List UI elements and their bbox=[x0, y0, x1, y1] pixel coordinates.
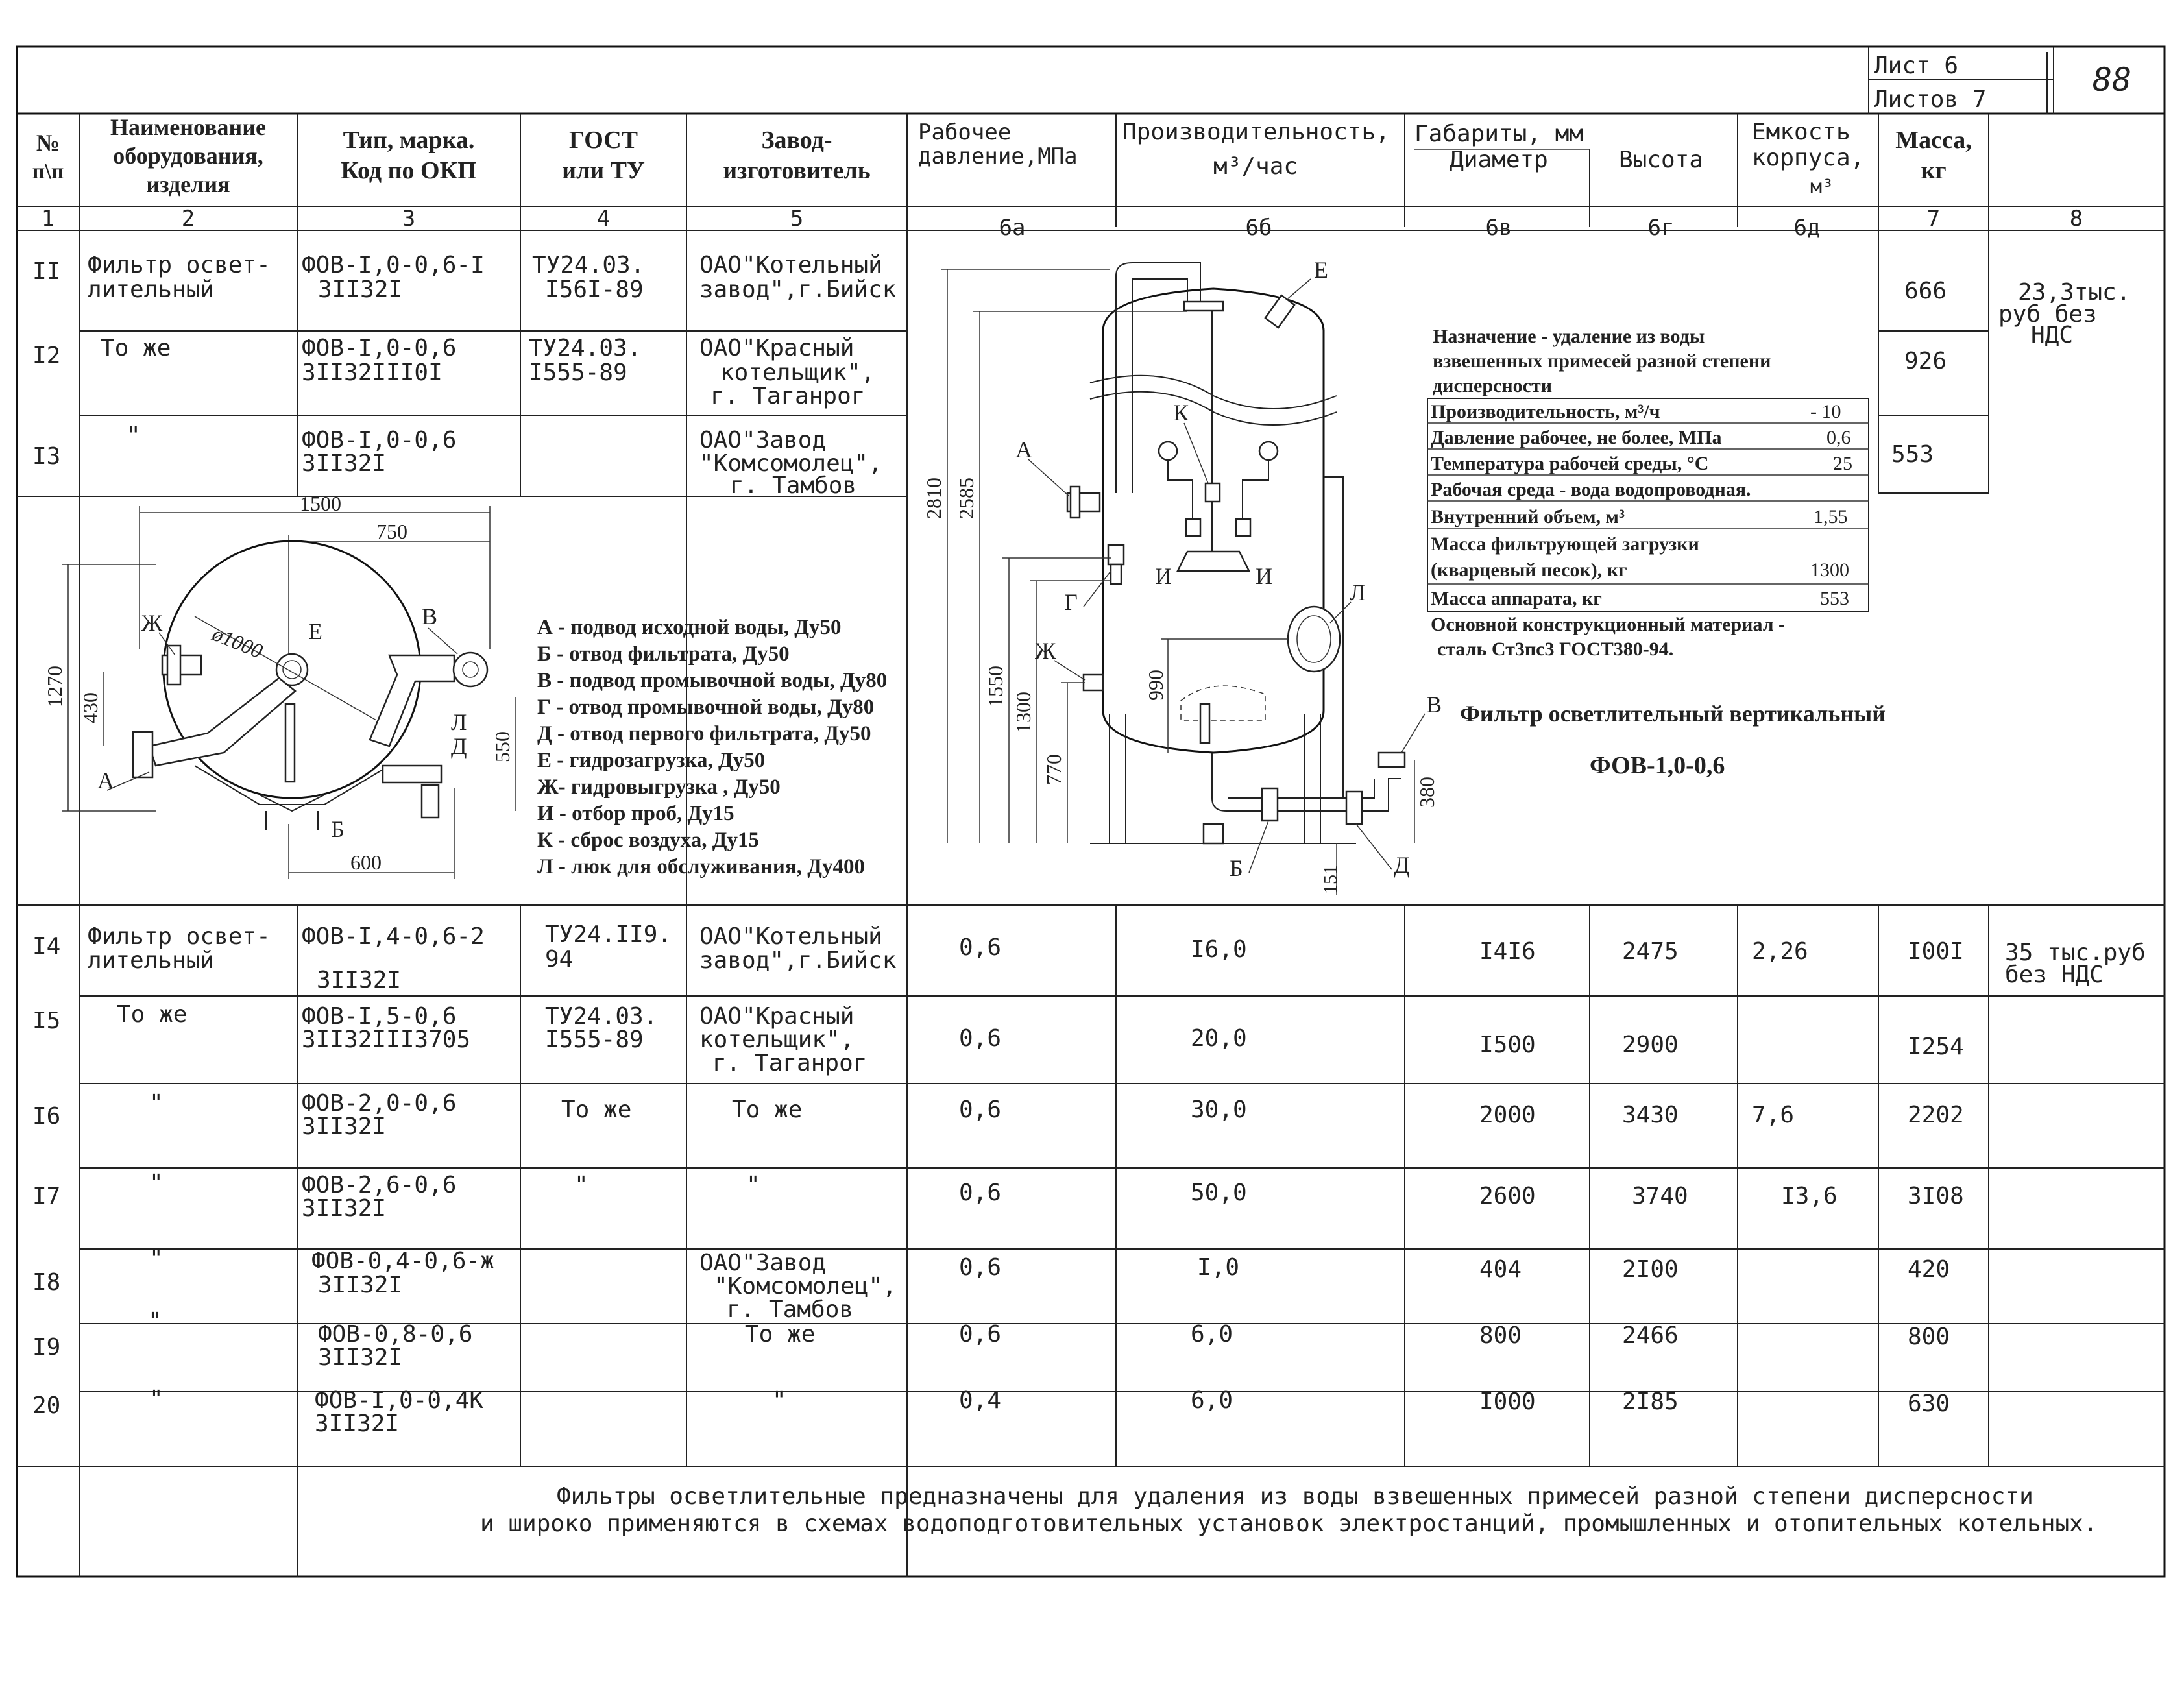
row-name: " bbox=[149, 1090, 164, 1117]
drawing-title: Фильтр осветлительный вертикальный bbox=[1460, 701, 1886, 727]
row-capacity: I,0 bbox=[1197, 1254, 1240, 1281]
header-pressure-2: давление,МПа bbox=[918, 143, 1078, 169]
spec-item-value: 25 bbox=[1833, 453, 1852, 474]
row-gost: ТУ24.03. bbox=[545, 1003, 658, 1030]
colnum: 3 bbox=[402, 206, 416, 232]
header-mass-2: кг bbox=[1921, 157, 1947, 184]
row-maker: ОАО"Завод bbox=[699, 427, 827, 454]
row-diameter: 404 bbox=[1479, 1256, 1522, 1283]
row-type: ФОВ-I,5-0,6 bbox=[302, 1003, 457, 1030]
row-maker: "Комсомолец", bbox=[699, 450, 882, 477]
elev-letter-l: Л bbox=[1350, 579, 1366, 605]
legend-item: И - отбор проб, Ду15 bbox=[537, 802, 734, 825]
row-no: 20 bbox=[32, 1392, 61, 1419]
footer-note-line-2: и широко применяются в схемах водоподготовительных установок электростанций, промышленных и отопительных котельных. bbox=[480, 1510, 2098, 1537]
row-diameter: 800 bbox=[1479, 1322, 1522, 1349]
colnum: 7 bbox=[1926, 206, 1941, 232]
plan-letter-v: В bbox=[422, 603, 438, 629]
row-type: ФОВ-0,4-0,6-ж bbox=[311, 1248, 494, 1274]
header-gost-2: или ТУ bbox=[562, 157, 645, 184]
row-maker: ОАО"Красный bbox=[699, 1003, 855, 1030]
row-volume: I3,6 bbox=[1781, 1183, 1838, 1209]
spec-purpose-3: дисперсности bbox=[1433, 375, 1552, 396]
sheet-label: Лист 6 bbox=[1874, 53, 1959, 79]
spec-item-value: - 10 bbox=[1810, 401, 1841, 422]
row-mass: 800 bbox=[1908, 1324, 1950, 1350]
spec-item-label: Производительность, м³/ч bbox=[1431, 401, 1660, 422]
row-pressure: 0,4 bbox=[959, 1387, 1002, 1414]
row-type: ФОВ-I,0-0,6-I bbox=[302, 252, 485, 278]
row-name: " bbox=[149, 1170, 164, 1196]
row-no: I5 bbox=[32, 1008, 61, 1034]
row-type: 3II32I bbox=[317, 967, 402, 993]
row-gost: ТУ24.II9. bbox=[545, 921, 672, 948]
row-price: без НДС bbox=[2005, 962, 2104, 988]
row-type: 3II32I bbox=[315, 1411, 400, 1437]
dim-1300: 1300 bbox=[1012, 692, 1035, 733]
row-type: ФОВ-I,0-0,6 bbox=[302, 427, 457, 454]
row-maker: То же bbox=[745, 1321, 816, 1348]
row-mass: 666 bbox=[1904, 278, 1947, 304]
plan-view-drawing bbox=[43, 492, 516, 879]
row-maker: г. Тамбов bbox=[730, 472, 857, 499]
legend-item: В - подвод промывочной воды, Ду80 bbox=[537, 669, 888, 692]
row-name: " bbox=[149, 1246, 164, 1272]
row-height: 2466 bbox=[1622, 1322, 1679, 1349]
dim-550: 550 bbox=[491, 731, 514, 762]
elev-letter-zh: Ж bbox=[1035, 638, 1056, 664]
dim-1270: 1270 bbox=[43, 666, 66, 707]
spec-item-label: Масса фильтрующей загрузки bbox=[1431, 533, 1699, 555]
header-volume-1: Емкость bbox=[1752, 119, 1850, 145]
row-height: 2I00 bbox=[1622, 1256, 1679, 1283]
table-header bbox=[32, 114, 1972, 199]
dim-380: 380 bbox=[1415, 777, 1438, 808]
row-type: 3II32I bbox=[318, 1344, 403, 1371]
elev-letter-d: Д bbox=[1394, 852, 1410, 878]
row-no: I3 bbox=[32, 443, 61, 470]
row-diameter: I4I6 bbox=[1479, 938, 1536, 965]
row-mass: 3I08 bbox=[1908, 1183, 1964, 1209]
row-maker: "Комсомолец", bbox=[714, 1273, 897, 1300]
row-no: I9 bbox=[32, 1334, 61, 1361]
plan-letter-l: Л bbox=[451, 709, 467, 735]
row-gost: ТУ24.03. bbox=[529, 335, 642, 361]
elev-letter-i1: И bbox=[1155, 563, 1172, 589]
dim-600: 600 bbox=[350, 851, 382, 874]
row-gost: То же bbox=[561, 1097, 632, 1123]
row-gost: I555-89 bbox=[529, 359, 627, 386]
header-mass-1: Масса, bbox=[1895, 127, 1972, 154]
spec-item-label: Внутренний объем, м³ bbox=[1431, 506, 1625, 527]
row-type: 3II32I bbox=[318, 1272, 403, 1298]
row-price: НДС bbox=[2031, 322, 2074, 348]
header-capacity-1: Производительность, bbox=[1122, 119, 1390, 145]
spec-item-label: Давление рабочее, не более, МПа bbox=[1431, 427, 1722, 448]
row-maker: " bbox=[772, 1387, 786, 1414]
connection-legend bbox=[537, 616, 887, 879]
row-mass: I00I bbox=[1908, 938, 1964, 965]
row-type: 3II32I bbox=[302, 1113, 387, 1140]
header-gost-1: ГОСТ bbox=[568, 127, 638, 154]
row-height: 2475 bbox=[1622, 938, 1679, 965]
header-name-2: оборудования, bbox=[113, 143, 263, 169]
footer-note-line-1: Фильтры осветлительные предназначены для удаления из воды взвешенных примесей разной степени дисперсности bbox=[557, 1483, 2033, 1510]
row-maker: завод",г.Бийск bbox=[699, 947, 897, 974]
spec-purpose-2: взвешенных примесей разной степени bbox=[1433, 350, 1771, 372]
row-capacity: 6,0 bbox=[1191, 1387, 1233, 1414]
spec-item-label: Температура рабочей среды, °С bbox=[1431, 453, 1709, 474]
sheets-label: Листов 7 bbox=[1874, 86, 1987, 113]
row-name: " bbox=[149, 1386, 164, 1412]
colnum: 6б bbox=[1245, 215, 1272, 241]
row-type: ФОВ-I,4-0,6-2 bbox=[302, 923, 485, 950]
row-name: лительный bbox=[88, 276, 215, 303]
header-name-3: изделия bbox=[146, 171, 230, 197]
row-maker: ОАО"Котельный bbox=[699, 923, 882, 950]
table-rows-top bbox=[32, 252, 2130, 499]
legend-item: Ж- гидровыгрузка , Ду50 bbox=[537, 775, 781, 799]
row-no: I2 bbox=[32, 343, 61, 369]
row-maker: г. Таганрог bbox=[712, 1050, 868, 1076]
row-name: То же bbox=[117, 1001, 188, 1028]
dim-430: 430 bbox=[79, 692, 102, 723]
dim-diameter: ø1000 bbox=[209, 622, 267, 663]
row-maker: котельщик", bbox=[720, 359, 875, 386]
row-no: I7 bbox=[32, 1183, 61, 1209]
row-pressure: 0,6 bbox=[959, 1180, 1002, 1206]
row-capacity: 6,0 bbox=[1191, 1321, 1233, 1348]
header-no-1: № bbox=[36, 130, 60, 156]
spec-material-1: Основной конструкционный материал - bbox=[1431, 614, 1786, 635]
row-maker: " bbox=[746, 1172, 760, 1198]
colnum: 6а bbox=[999, 215, 1026, 241]
legend-item: Б - отвод фильтрата, Ду50 bbox=[537, 642, 790, 666]
row-name: лительный bbox=[88, 947, 215, 974]
row-type: 3II32I bbox=[302, 450, 387, 477]
row-no: I4 bbox=[32, 933, 61, 960]
dim-990: 990 bbox=[1144, 670, 1167, 701]
header-maker-2: изготовитель bbox=[723, 157, 871, 184]
row-gost: ТУ24.03. bbox=[532, 252, 645, 278]
row-type: 3II32III3705 bbox=[302, 1026, 471, 1053]
elevation-view-drawing bbox=[922, 257, 1442, 895]
row-gost: 94 bbox=[545, 946, 574, 973]
row-type: ФОВ-I,0-0,6 bbox=[302, 335, 457, 361]
elev-letter-b: Б bbox=[1230, 855, 1243, 881]
row-mass: I254 bbox=[1908, 1034, 1964, 1060]
row-capacity: 20,0 bbox=[1191, 1025, 1247, 1052]
row-diameter: I000 bbox=[1479, 1388, 1536, 1415]
row-height: 3740 bbox=[1632, 1183, 1688, 1209]
row-pressure: 0,6 bbox=[959, 1025, 1002, 1052]
row-maker: То же bbox=[732, 1097, 803, 1123]
row-name: Фильтр освет- bbox=[88, 252, 271, 278]
spec-item-value: 0,6 bbox=[1826, 427, 1851, 448]
row-maker: г. Тамбов bbox=[727, 1296, 854, 1323]
drawing-model: ФОВ-1,0-0,6 bbox=[1590, 752, 1725, 779]
column-numbers bbox=[42, 206, 2083, 241]
plan-letter-e: Е bbox=[308, 618, 322, 644]
elev-letter-a: А bbox=[1015, 437, 1032, 463]
row-pressure: 0,6 bbox=[959, 1321, 1002, 1348]
colnum: 6д bbox=[1793, 215, 1821, 241]
row-maker: завод",г.Бийск bbox=[699, 276, 897, 303]
row-mass: 553 bbox=[1891, 441, 1934, 468]
row-price: 35 тыс.руб bbox=[2005, 939, 2146, 966]
header-type-2: Код по ОКП bbox=[341, 157, 477, 184]
table-rows-bottom bbox=[32, 921, 2146, 1437]
row-maker: ОАО"Котельный bbox=[699, 252, 882, 278]
spec-item-value: 1,55 bbox=[1814, 506, 1848, 527]
row-maker: ОАО"Красный bbox=[699, 335, 855, 361]
row-name: " bbox=[127, 422, 141, 449]
row-type: ФОВ-2,0-0,6 bbox=[302, 1090, 457, 1117]
row-type: 3II32I bbox=[318, 276, 403, 303]
row-type: ФОВ-0,8-0,6 bbox=[318, 1321, 473, 1348]
row-pressure: 0,6 bbox=[959, 1254, 1002, 1281]
legend-item: Г - отвод промывочной воды, Ду80 bbox=[537, 696, 875, 719]
header-volume-2: корпуса, bbox=[1752, 145, 1865, 171]
spec-material-2: сталь Ст3пс3 ГОСТ380-94. bbox=[1437, 638, 1674, 660]
spec-item-label: (кварцевый песок), кг bbox=[1431, 559, 1627, 581]
colnum: 2 bbox=[181, 206, 195, 232]
legend-item: Д - отвод первого фильтрата, Ду50 bbox=[537, 722, 871, 746]
colnum: 4 bbox=[596, 206, 611, 232]
row-type: ФОВ-2,6-0,6 bbox=[302, 1172, 457, 1198]
elev-letter-e: Е bbox=[1314, 257, 1328, 283]
row-no: II bbox=[32, 258, 61, 285]
dim-2585: 2585 bbox=[954, 478, 978, 519]
dim-151: 151 bbox=[1320, 865, 1341, 894]
row-capacity: I6,0 bbox=[1191, 936, 1247, 963]
row-name: Фильтр освет- bbox=[88, 923, 271, 950]
dim-1500: 1500 bbox=[300, 492, 341, 515]
header-name-1: Наименование bbox=[110, 114, 266, 140]
elev-letter-i2: И bbox=[1256, 563, 1272, 589]
row-type: ФОВ-I,0-0,4К bbox=[315, 1387, 484, 1414]
header-height: Высота bbox=[1618, 147, 1704, 173]
row-diameter: 2600 bbox=[1479, 1183, 1536, 1209]
elev-letter-k: К bbox=[1173, 400, 1189, 426]
dim-750: 750 bbox=[376, 520, 407, 543]
row-diameter: I500 bbox=[1479, 1032, 1536, 1058]
page-number: 88 bbox=[2093, 61, 2132, 99]
legend-item: Е - гидрозагрузка, Ду50 bbox=[537, 749, 766, 772]
row-mass: 2202 bbox=[1908, 1102, 1964, 1128]
dim-770: 770 bbox=[1042, 754, 1065, 785]
elev-letter-v: В bbox=[1426, 692, 1442, 718]
row-name: То же bbox=[101, 335, 171, 361]
colnum: 6г bbox=[1647, 215, 1675, 241]
row-volume: 7,6 bbox=[1752, 1102, 1795, 1128]
plan-letter-a: А bbox=[97, 768, 114, 794]
header-maker-1: Завод- bbox=[761, 127, 832, 154]
spec-purpose-1: Назначение - удаление из воды bbox=[1433, 326, 1705, 347]
header-no-2: п\п bbox=[32, 160, 64, 184]
row-pressure: 0,6 bbox=[959, 1097, 1002, 1123]
dim-1550: 1550 bbox=[984, 666, 1007, 707]
elev-letter-g: Г bbox=[1064, 589, 1078, 615]
row-height: 3430 bbox=[1622, 1102, 1679, 1128]
plan-letter-zh: Ж bbox=[141, 610, 163, 636]
spec-item-label: Масса аппарата, кг bbox=[1431, 588, 1602, 609]
row-mass: 420 bbox=[1908, 1256, 1950, 1283]
header-volume-3: м³ bbox=[1810, 176, 1834, 199]
legend-item: К - сброс воздуха, Ду15 bbox=[537, 829, 759, 852]
spec-item-value: 553 bbox=[1820, 588, 1849, 609]
row-price: руб без bbox=[1998, 301, 2097, 328]
row-no: I8 bbox=[32, 1269, 61, 1296]
row-height: 2I85 bbox=[1622, 1388, 1679, 1415]
row-type: 3II32I bbox=[302, 1195, 387, 1222]
row-gost: I56I-89 bbox=[545, 276, 644, 303]
colnum: 1 bbox=[41, 206, 55, 232]
row-capacity: 50,0 bbox=[1191, 1180, 1247, 1206]
colnum: 8 bbox=[2069, 206, 2083, 232]
row-maker: котельщик", bbox=[699, 1026, 855, 1053]
header-dims: Габариты, мм bbox=[1414, 121, 1584, 147]
row-name: " bbox=[148, 1308, 162, 1335]
row-maker: г. Таганрог bbox=[710, 383, 866, 409]
row-maker: ОАО"Завод bbox=[699, 1250, 827, 1276]
row-volume: 2,26 bbox=[1752, 938, 1808, 965]
spec-item-value: 1300 bbox=[1810, 559, 1849, 581]
colnum: 5 bbox=[790, 206, 804, 232]
header-capacity-2: м³/час bbox=[1213, 153, 1298, 180]
header-pressure-1: Рабочее bbox=[918, 119, 1012, 145]
row-no: I6 bbox=[32, 1103, 61, 1130]
spec-item-label: Рабочая среда - вода водопроводная. bbox=[1431, 479, 1751, 500]
row-capacity: 30,0 bbox=[1191, 1097, 1247, 1123]
legend-item: Л - люк для обслуживания, Ду400 bbox=[537, 855, 865, 879]
legend-item: А - подвод исходной воды, Ду50 bbox=[537, 616, 842, 639]
row-type: 3II32III0I bbox=[302, 359, 443, 386]
row-mass: 926 bbox=[1904, 348, 1947, 374]
row-diameter: 2000 bbox=[1479, 1102, 1536, 1128]
plan-letter-d: Д bbox=[451, 733, 467, 759]
header-diameter: Диаметр bbox=[1450, 147, 1548, 173]
header-type-1: Тип, марка. bbox=[343, 127, 475, 154]
dim-2810: 2810 bbox=[922, 478, 945, 519]
colnum: 6в bbox=[1485, 215, 1512, 241]
row-pressure: 0,6 bbox=[959, 934, 1002, 961]
row-gost: " bbox=[574, 1172, 588, 1198]
spec-block bbox=[1427, 326, 1869, 660]
row-price: 23,3тыс. bbox=[2018, 279, 2131, 306]
row-gost: I555-89 bbox=[545, 1026, 644, 1053]
plan-letter-b: Б bbox=[331, 816, 345, 842]
row-mass: 630 bbox=[1908, 1390, 1950, 1417]
row-height: 2900 bbox=[1622, 1032, 1679, 1058]
